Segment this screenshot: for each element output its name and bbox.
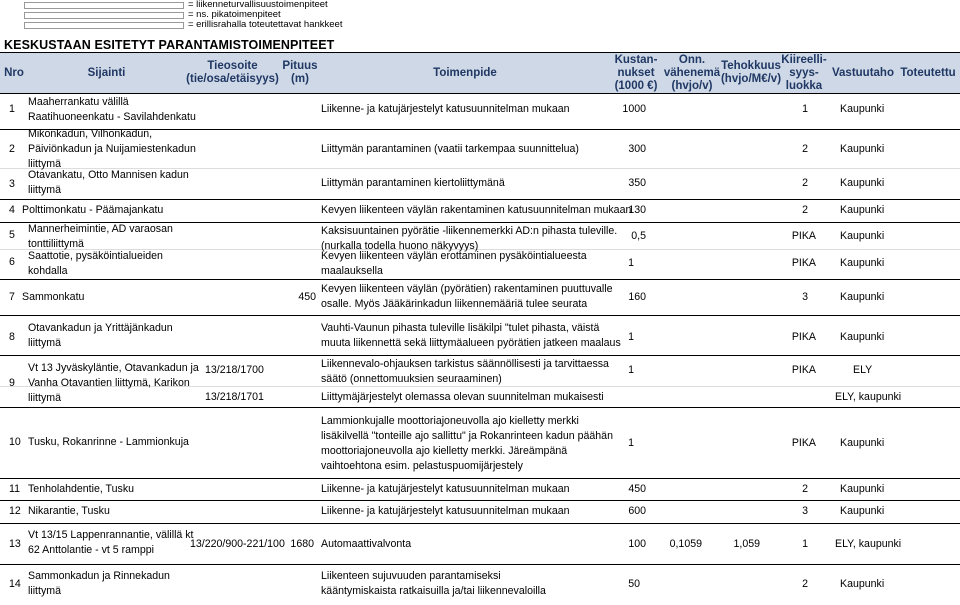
- kiireellisyys-value: PIKA: [791, 437, 816, 449]
- tieosoite-value: 13/220/900-221/100: [190, 538, 285, 550]
- legend-swatch: [24, 12, 184, 19]
- kiireellisyys-value: 2: [802, 483, 808, 495]
- toimenpide-line: muuta liikennettä sekä liittymäalueen pyörätien jatkeen maalaus: [321, 337, 621, 349]
- toimenpide-line: Liittymän parantaminen kiertoliittymänä: [321, 177, 505, 189]
- pituus-value: 450: [298, 291, 316, 303]
- toimenpide-line: Liikenne- ja katujärjestelyt katusuunnitelman mukaan: [321, 103, 570, 115]
- header-toteutettu: Toteutettu: [900, 66, 956, 79]
- sijainti-line: Otavankadun ja Yrittäjänkadun: [28, 322, 173, 334]
- toimenpide-line: Kaksisuuntainen pyörätie -liikennemerkki AD:n pihasta tuleville.: [321, 225, 618, 237]
- sijainti-line: tonttiliittymä: [28, 238, 84, 250]
- kiireellisyys-value: PIKA: [791, 257, 816, 269]
- vastuutaho-value: Kaupunki: [840, 103, 885, 115]
- sijainti-line: liittymä: [28, 158, 61, 170]
- vastuutaho-value: Kaupunki: [840, 578, 885, 590]
- row-divider: [0, 523, 960, 524]
- sijainti-line: Sammonkadun ja Rinnekadun: [28, 570, 170, 582]
- row-number: 5: [9, 229, 15, 241]
- table-header: [0, 52, 960, 94]
- toimenpide-line: säätö (onnettomuuksien seuraaminen): [321, 373, 502, 385]
- sijainti-line: Saattotie, pysäköintialueiden: [28, 250, 163, 262]
- vastuutaho-value: Kaupunki: [840, 505, 885, 517]
- toimenpide-line: moottoriajoneuvolla ajo kielletty merkki. Järeämpänä: [321, 445, 568, 457]
- sijainti-line: liittymä: [28, 392, 61, 404]
- row-number: 10: [9, 436, 21, 448]
- row-divider: [0, 407, 960, 408]
- legend: [0, 0, 343, 30]
- kustannukset-value: 1000: [622, 103, 646, 115]
- kiireellisyys-value: 2: [802, 578, 808, 590]
- sijainti-line: liittymä: [28, 585, 61, 597]
- sijainti-line: Vanha Otavantien liittymä, Karikon: [28, 377, 190, 389]
- vastuutaho-value: Kaupunki: [840, 331, 885, 343]
- tehokkuus-value: 1,059: [733, 538, 760, 550]
- legend-label: = erillisrahalla toteutettavat hankkeet: [188, 19, 343, 30]
- pituus-value: 1680: [290, 538, 314, 550]
- kiireellisyys-value: 3: [802, 291, 808, 303]
- sijainti-line: liittymä: [28, 337, 61, 349]
- row-number: 12: [9, 505, 21, 517]
- kustannukset-value: 1: [628, 257, 634, 269]
- legend-item: [0, 19, 343, 30]
- sijainti-line: Polttimonkatu - Päämajankatu: [22, 204, 164, 216]
- sijainti-line: Otavankatu, Otto Mannisen kadun: [28, 169, 189, 181]
- vastuutaho-value: Kaupunki: [840, 257, 885, 269]
- toimenpide-line: maalauksella: [321, 265, 383, 277]
- row-divider: [0, 279, 960, 280]
- header-nro: Nro: [4, 66, 24, 79]
- toimenpide-line: Liittymäjärjestelyt olemassa olevan suunnitelman mukaisesti: [321, 391, 604, 403]
- page-title: KESKUSTAAN ESITETYT PARANTAMISTOIMENPITEET: [4, 38, 335, 52]
- onn-value: 0,1059: [669, 538, 702, 550]
- sijainti-line: Tusku, Rokanrinne - Lammionkuja: [28, 436, 189, 448]
- kiireellisyys-value: PIKA: [791, 331, 816, 343]
- row-number: 4: [9, 204, 15, 216]
- toimenpide-line: Vauhti-Vaunun pihasta tuleville lisäkilpi "tulet pihasta, väistä: [321, 322, 600, 334]
- sijainti-line: Tenholahdentie, Tusku: [28, 483, 135, 495]
- kustannukset-value: 0,5: [631, 230, 646, 242]
- vastuutaho-value: Kaupunki: [840, 177, 885, 189]
- vastuutaho-value: Kaupunki: [840, 437, 885, 449]
- toimenpide-line: Kevyen liikenteen väylän erottaminen pysäköintialueesta: [321, 250, 587, 262]
- row-number: 7: [9, 291, 15, 303]
- row-divider: [0, 500, 960, 501]
- row-number: 2: [9, 143, 15, 155]
- legend-swatch: [24, 22, 184, 29]
- kustannukset-value: 300: [628, 143, 646, 155]
- sijainti-line: Raatihuoneenkatu - Savilahdenkatu: [28, 111, 196, 123]
- legend-label: = ns. pikatoimenpiteet: [188, 9, 281, 20]
- vastuutaho-value: Kaupunki: [840, 230, 885, 242]
- kustannukset-value: 350: [628, 177, 646, 189]
- header-kiireellisyys: Kiireelli- syys- luokka: [781, 53, 827, 92]
- vastuutaho-value: Kaupunki: [840, 483, 885, 495]
- sijainti-line: Vt 13 Jyväskyläntie, Otavankadun ja: [28, 362, 199, 374]
- row-number: 1: [9, 103, 15, 115]
- header-sijainti: Sijainti: [87, 66, 126, 79]
- header-pituus: Pituus (m): [282, 60, 318, 85]
- sijainti-line: Mannerheimintie, AD varaosan: [28, 223, 173, 235]
- toimenpide-line: Lammionkujalle moottoriajoneuvolla ajo kielletty merkki: [321, 415, 579, 427]
- toimenpide-line: Liittymän parantaminen (vaatii tarkempaa suunnittelua): [321, 143, 579, 155]
- kiireellisyys-value: 2: [802, 204, 808, 216]
- kustannukset-value: 1: [628, 364, 634, 376]
- kiireellisyys-value: 1: [802, 103, 808, 115]
- row-divider: [0, 315, 960, 316]
- header-tieosoite: Tieosoite (tie/osa/etäisyys): [186, 60, 279, 85]
- toimenpide-line: Kevyen liikenteen väylän (pyörätien) rakentaminen puuttuvalle: [321, 283, 613, 295]
- row-number: 8: [9, 331, 15, 343]
- sijainti-line: Mikonkadun, Vilhonkadun,: [28, 128, 153, 140]
- toimenpide-line: osalle. Myös Jääkärinkadun liikennemääriä tulee seurata: [321, 298, 588, 310]
- kustannukset-value: 130: [628, 204, 646, 216]
- toimenpide-line: Kevyen liikenteen väylän rakentaminen katusuunnitelman mukaan: [321, 204, 632, 216]
- row-number: 6: [9, 256, 15, 268]
- toimenpide-line: Automaattivalvonta: [321, 538, 412, 550]
- tieosoite-value: 13/218/1701: [205, 391, 264, 403]
- sijainti-line: Maaherrankatu välillä: [28, 96, 129, 108]
- kustannukset-value: 50: [628, 578, 640, 590]
- kiireellisyys-value: 2: [802, 177, 808, 189]
- sijainti-line: Sammonkatu: [22, 291, 85, 303]
- sijainti-line: Nikarantie, Tusku: [28, 505, 110, 517]
- row-divider: [0, 199, 960, 200]
- row-divider: [0, 564, 960, 565]
- toimenpide-line: Liikenne- ja katujärjestelyt katusuunnitelman mukaan: [321, 483, 570, 495]
- header-vastuutaho: Vastuutaho: [832, 66, 894, 79]
- vastuutaho-value: Kaupunki: [840, 204, 885, 216]
- toimenpide-line: (nurkalla todella huono näkyvyys): [321, 240, 479, 252]
- row-divider: [0, 355, 960, 356]
- kiireellisyys-value: 2: [802, 143, 808, 155]
- vastuutaho-value: Kaupunki: [840, 143, 885, 155]
- tieosoite-value: 13/218/1700: [205, 364, 264, 376]
- kustannukset-value: 600: [628, 505, 646, 517]
- header-tehokkuus: Tehokkuus (hvjo/M€/v): [720, 60, 782, 85]
- legend-swatch: [24, 2, 184, 9]
- kiireellisyys-value: 3: [802, 505, 808, 517]
- kiireellisyys-value: 1: [802, 538, 808, 550]
- kiireellisyys-value: PIKA: [791, 230, 816, 242]
- sijainti-line: kohdalla: [28, 265, 68, 277]
- vastuutaho-value: Kaupunki: [840, 291, 885, 303]
- vastuutaho-value: ELY, kaupunki: [835, 538, 902, 550]
- toimenpide-line: kääntymiskaista ratkaisuilla ja/tai liikennevaloilla: [321, 585, 546, 597]
- toimenpide-line: lisäkilvellä "tonteille ajo sallittu" ja Rokanrinteen kadun päähän: [321, 430, 613, 442]
- sijainti-line: 62 Anttolantie - vt 5 ramppi: [28, 544, 155, 556]
- header-toimenpide: Toimenpide: [433, 66, 497, 79]
- kiireellisyys-value: PIKA: [791, 364, 816, 376]
- row-number: 13: [9, 538, 21, 550]
- row-number: 3: [9, 178, 15, 190]
- toimenpide-line: vaihtoehtona esim. pelastuspuomijärjestely: [321, 460, 523, 472]
- row-number: 14: [9, 578, 21, 590]
- header-kustannukset: Kustan- nukset (1000 €): [614, 53, 658, 92]
- toimenpide-line: Liikenne- ja katujärjestelyt katusuunnitelman mukaan: [321, 505, 570, 517]
- row-divider: [0, 478, 960, 479]
- kustannukset-value: 160: [628, 291, 646, 303]
- sijainti-line: liittymä: [28, 184, 61, 196]
- row-number: 9: [9, 377, 15, 389]
- row-number: 11: [9, 483, 20, 495]
- toimenpide-line: Liikenteen sujuvuuden parantamiseksi: [321, 570, 501, 582]
- legend-item: [0, 2, 340, 10]
- kustannukset-value: 450: [628, 483, 646, 495]
- vastuutaho-value: ELY, kaupunki: [835, 391, 902, 403]
- header-onn: Onn. vähenemä (hvjo/v): [663, 53, 721, 92]
- kustannukset-value: 100: [628, 538, 646, 550]
- sijainti-line: Vt 13/15 Lappenrannantie, välillä kt: [28, 529, 194, 541]
- sijainti-line: Päiviönkadun ja Nuijamiestenkadun: [28, 143, 196, 155]
- legend-label: = liikenneturvallisuustoimenpiteet: [188, 0, 328, 10]
- kustannukset-value: 1: [628, 331, 634, 343]
- vastuutaho-value: ELY: [853, 364, 873, 376]
- kustannukset-value: 1: [628, 437, 634, 449]
- toimenpide-line: Liikennevalo-ohjauksen tarkistus säännöllisesti ja tarvittaessa: [321, 358, 609, 370]
